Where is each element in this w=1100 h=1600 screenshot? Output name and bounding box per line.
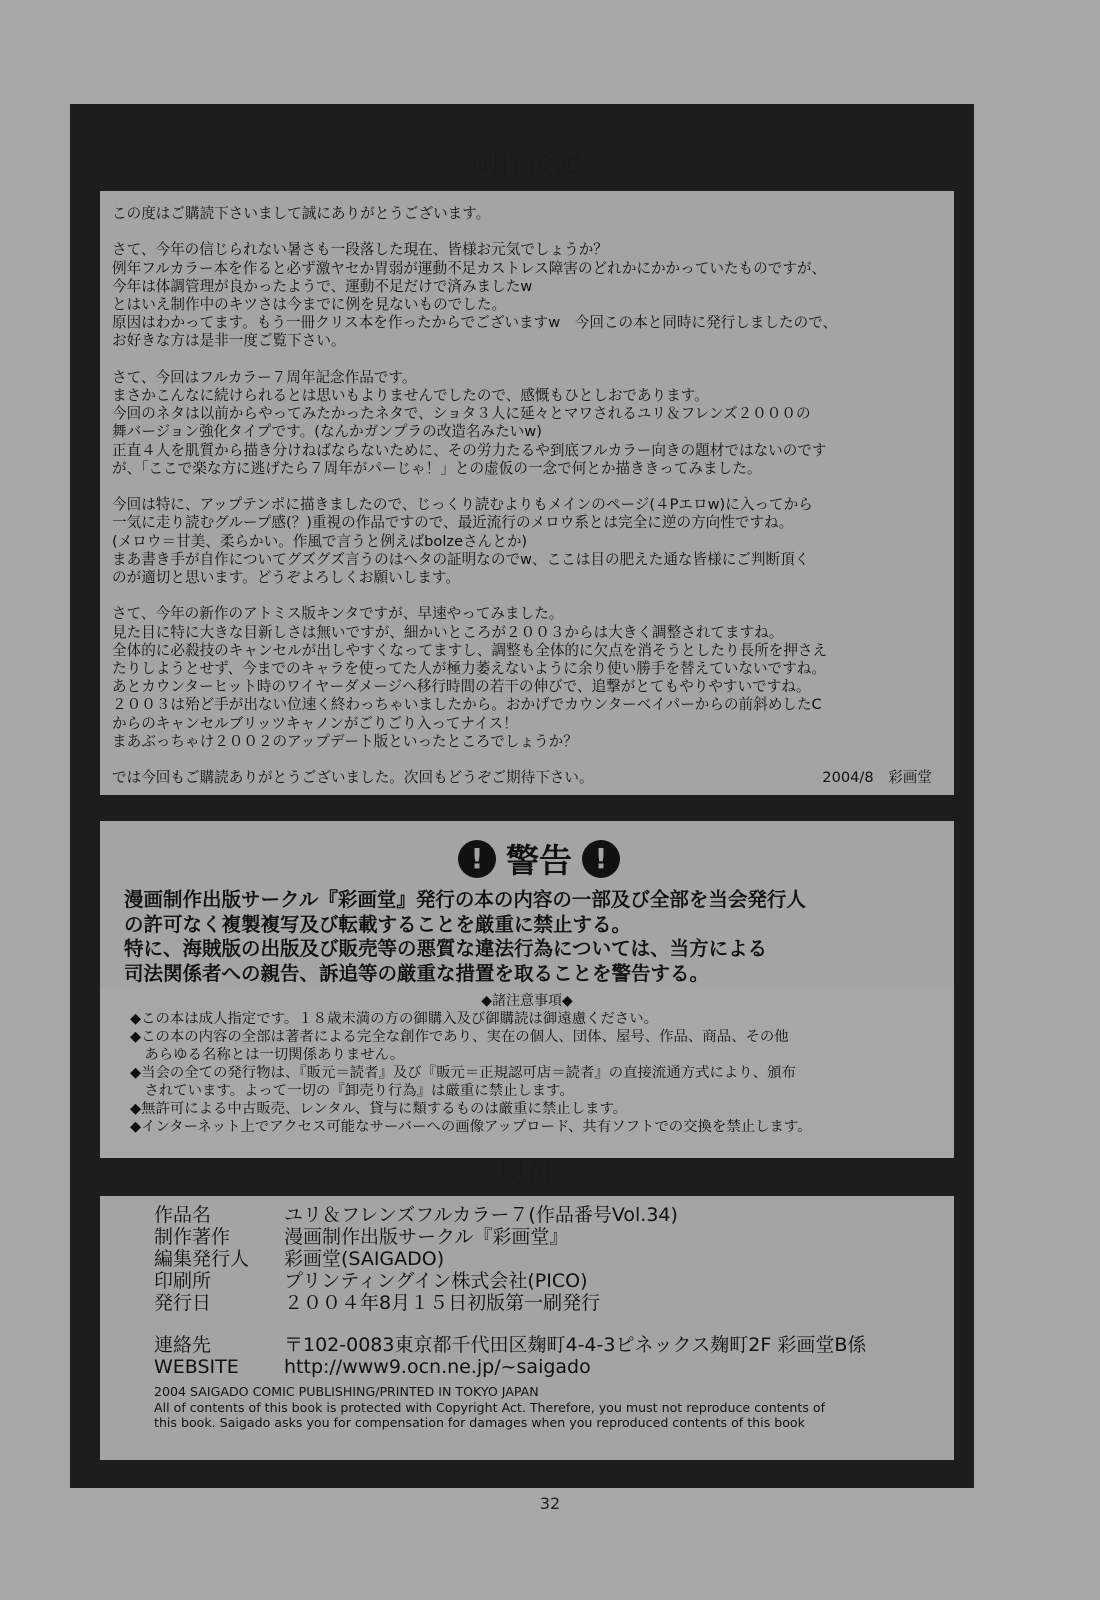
colophon-row <box>154 1292 954 1314</box>
afterword-line: さて、今年の新作のアトミス版キンタですが、早速やってみました。 <box>112 605 564 623</box>
afterword-closing-row <box>112 769 944 787</box>
colophon-value: http://www9.ocn.ne.jp/~saigado <box>284 1356 591 1378</box>
warning-panel <box>100 821 954 997</box>
colophon-row <box>154 1226 954 1248</box>
colophon-label: 作品名 <box>154 1204 212 1226</box>
notice-item: ◆この本の内容の全部は著者による完全な創作であり、実在の個人、団体、屋号、作品、商品、その他 <box>130 1029 789 1045</box>
colophon-label: 編集発行人 <box>154 1248 250 1270</box>
afterword-line: さて、今年の信じられない暑さも一段落した現在、皆様お元気でしょうか？ <box>112 241 608 259</box>
notices-list <box>100 1010 954 1136</box>
page-number: 32 <box>539 1494 561 1513</box>
afterword-title: 制作後記 <box>471 147 583 179</box>
afterword-line: 全体的に必殺技のキャンセルが出しやすくなってますし、調整も全体的に欠点を消そうとしたり長所を押さえ <box>112 641 828 659</box>
warning-title: 警告 <box>506 841 572 880</box>
notice-item: ◆当会の全ての発行物は、『販元＝読者』及び『販元＝正規認可店＝読者』の直接流通方式により、頒布 <box>130 1065 796 1081</box>
afterword-line: からのキャンセルブリッツキャノンがごりごり入ってナイス！ <box>112 714 518 732</box>
afterword-line: 一気に走り読むグループ感(？)重視の作品ですので、最近流行のメロウ系とは完全に逆の方向性ですね。 <box>112 514 794 532</box>
colophon-label: 発行日 <box>154 1292 212 1314</box>
afterword-line: のが適切と思います。どうぞよろしくお願いします。 <box>112 569 460 587</box>
warning-line: 司法関係者への親告、訴追等の厳重な措置を取ることを警告する。 <box>124 961 710 985</box>
colophon-label: 連絡先 <box>154 1334 212 1356</box>
warning-line: の許可なく複製複写及び転載することを厳重に禁止する。 <box>124 912 632 936</box>
exclamation-icon: ! <box>458 840 496 878</box>
colophon-value: ２００４年8月１５日初版第一刷発行 <box>284 1292 601 1314</box>
colophon-value: ユリ＆フレンズフルカラー７(作品番号Vol.34) <box>284 1204 678 1226</box>
notices-title: ◆諸注意事項◆ <box>481 993 573 1009</box>
copyright-notice <box>154 1384 954 1431</box>
afterword-panel <box>100 191 954 795</box>
copyright-line: 2004 SAIGADO COMIC PUBLISHING/PRINTED IN TOKYO JAPAN <box>154 1384 539 1399</box>
afterword-line: が、「ここで楽な方に逃げたら７周年がパーじゃ！」との虚仮の一念で何とか描ききってみました。 <box>112 459 762 477</box>
colophon-label: WEBSITE <box>154 1356 239 1378</box>
notice-item: あらゆる名称とは一切関係ありません。 <box>130 1047 405 1063</box>
colophon-details <box>154 1204 954 1314</box>
afterword-line: まさかこんなに続けられるとは思いもよりませんでしたので、感慨もひとしおであります。 <box>112 387 709 404</box>
afterword-line: ２００３は殆ど手が出ない位速く終わっちゃいましたから。おかげでカウンターベイパーからの前斜めしたC <box>112 696 822 714</box>
copyright-line: this book. Saigado asks you for compensation for damages when you reproduced contents of this book <box>154 1415 805 1430</box>
afterword-line: 見た目に特に大きな目新しさは無いですが、細かいところが２００３からは大きく調整されてますね。 <box>112 623 784 641</box>
colophon-value: 〒102-0083東京都千代田区麹町4-4-3ピネックス麹町2F 彩画堂B係 <box>284 1334 867 1356</box>
notice-item: ◆無許可による中古販売、レンタル、貸与に類するものは厳重に禁止します。 <box>130 1101 628 1117</box>
copyright-line: All of contents of this book is protected with Copyright Act. Therefore, you must not reproduce contents of <box>154 1399 826 1415</box>
colophon-row <box>154 1334 954 1356</box>
colophon-row <box>154 1248 954 1270</box>
afterword-line: (メロウ＝甘美、柔らかい。作風で言うと例えばbolzeさんとか) <box>112 532 528 550</box>
notice-item: ◆この本は成人指定です。１８歳未満の方の御購入及び御購読は御遠慮ください。 <box>130 1011 658 1027</box>
afterword-line: とはいえ制作中のキツさは今までに例を見ないものでした。 <box>112 296 507 313</box>
warning-heading <box>124 835 954 882</box>
afterword-line: お好きな方は是非一度ご覧下さい。 <box>112 332 346 350</box>
afterword-closing: では今回もご購読ありがとうございました。次回もどうぞご期待下さい。 <box>112 769 594 787</box>
afterword-line: この度はご購読下さいまして誠にありがとうございます。 <box>112 205 491 222</box>
warning-text <box>124 888 954 986</box>
afterword-line: たりしようとせず、今までのキャラを使ってた人が極力萎えないように余り使い勝手を替えていないですね。 <box>112 660 826 678</box>
colophon-contact <box>154 1334 954 1378</box>
page-sheet <box>70 104 974 1488</box>
afterword-line: 例年フルカラー本を作ると必ず激ヤセか胃弱が運動不足カストレス障害のどれかにかかっていたものですが、 <box>112 259 827 277</box>
afterword-line: 正直４人を肌質から描き分けねばならないために、その労力たるや到底フルカラー向きの題材ではないのです <box>112 441 827 459</box>
notices-section <box>100 988 954 1158</box>
afterword-line: まあぶっちゃけ２００２のアップデート版といったところでしょうか？ <box>112 732 578 750</box>
colophon-row <box>154 1356 954 1378</box>
notice-item: されています。よって一切の『卸売り行為』は厳重に禁止します。 <box>130 1083 574 1099</box>
colophon-value: 彩画堂(SAIGADO) <box>284 1248 445 1270</box>
afterword-line: さて、今回はフルカラー７周年記念作品です。 <box>112 368 417 386</box>
afterword-line: あとカウンターヒット時のワイヤーダメージへ移行時間の若干の伸びで、追撃がとてもやりやすいですね。 <box>112 678 811 696</box>
colophon-row <box>154 1270 954 1292</box>
afterword-signature: 2004/8 彩画堂 <box>822 769 932 787</box>
colophon-title: 奥付 <box>497 1157 556 1190</box>
afterword-body <box>112 205 944 751</box>
colophon-panel <box>100 1196 954 1460</box>
exclamation-icon: ! <box>582 840 620 878</box>
afterword-line: まあ書き手が自作についてグズグズ言うのはヘタの証明なのでw、ここは目の肥えた通な皆様にご判断頂く <box>112 550 810 568</box>
colophon-label: 制作著作 <box>154 1226 231 1248</box>
colophon-value: 漫画制作出版サークル『彩画堂』 <box>284 1226 569 1248</box>
notice-item: ◆インターネット上でアクセス可能なサーバーへの画像アップロード、共有ソフトでの交換を禁止します。 <box>130 1119 812 1135</box>
warning-line: 特に、海賊版の出版及び販売等の悪質な違法行為については、当方による <box>124 937 768 960</box>
afterword-line: 舞バージョン強化タイプです。(なんかガンプラの改造名みたいw) <box>112 423 542 441</box>
colophon-value: プリンティングイン株式会社(PICO) <box>284 1270 588 1292</box>
afterword-line: 今回は特に、アップテンポに描きましたので、じっくり読むよりもメインのページ(４Pエロw)に入ってから <box>112 496 813 514</box>
colophon-row <box>154 1204 954 1226</box>
afterword-line: 原因はわかってます。もう一冊クリス本を作ったからでございますw 今回この本と同時に発行しましたので、 <box>112 314 838 332</box>
afterword-line: 今回のネタは以前からやってみたかったネタで、ショタ３人に延々とマワされるユリ＆フレンズ２０００の <box>112 405 811 423</box>
warning-line: 漫画制作出版サークル『彩画堂』発行の本の内容の一部及び全部を当会発行人 <box>124 888 806 911</box>
colophon-label: 印刷所 <box>154 1270 212 1292</box>
afterword-line: 今年は体調管理が良かったようで、運動不足だけで済みましたw <box>112 277 533 295</box>
